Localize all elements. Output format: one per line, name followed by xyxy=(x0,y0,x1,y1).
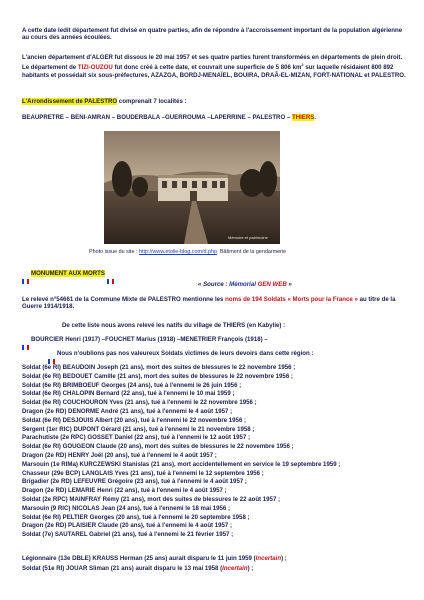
soldat-item: Marsouin (9 RIC) NICOLAS Jean (24 ans), tué à l'ennemi le 18 mai 1956 ; xyxy=(22,504,231,512)
departement-paragraph: L'ancien département d'ALGER fut dissous le 20 mai 1957 et ses quatre parties furent transformées en départements de plein droit. Le département de TIZI-OUZOU fut donc créé à cette date, et couvrait une superficie de 5 806 $km^2$ sur laquelle résidaient 800 892 habitants et possédait six sous-préfectures, AZAZGA, BORDJ-MENAÏEL, BOUIRA, DRAÂ-EL-MIZAN, FORT-NATIONAL et PALESTRO. xyxy=(22,54,406,79)
intro-paragraph: A cette date ledit département fut divisé en quatre parties, afin de répondre à l'accroissement important de la population algérienne au cours des années écoulées. xyxy=(22,27,403,42)
soldat-item: Soldat (7e) SAUTAREL Gabriel (21 ans), tué à l'ennemi le 21 février 1957 ; xyxy=(22,531,234,539)
arrondissement-heading: L'Arrondissement de PALESTRO comprenait 7 localités : xyxy=(22,98,187,105)
soldat-item: Brigadier (2e RD) LEFEUVRE Grégoire (23 ans), tué à l'ennemi le 4 août 1957 ; xyxy=(22,478,247,486)
french-flag-icon xyxy=(22,271,29,276)
french-flag-icon xyxy=(22,337,29,342)
monument-title: MONUMENT AUX MORTS xyxy=(31,270,105,277)
localites-list: BEAUPRETRE – BENI-AMRAN – BOUDERBALA –GUERROUMA –LAPERRINE – PALESTRO – THIERS. xyxy=(22,114,317,121)
oublions-text: Nous n'oublions pas nos valeureux Soldats victimes de leurs devoirs dans cette région : xyxy=(57,350,314,357)
soldat-item: Soldat (6e RI) BEAUDOIN Joseph (21 ans), mort des suites de blessures le 22 novembre 1956 ; xyxy=(22,364,296,371)
natifs-row xyxy=(22,336,268,343)
french-flag-icon xyxy=(48,351,55,356)
source-line: « Source : Mémorial GEN WEB » xyxy=(198,281,292,288)
soldats-list xyxy=(22,364,408,540)
oublions-row xyxy=(48,350,313,357)
monument-heading xyxy=(22,270,116,277)
soldat-item: Dragon (2e RD) DENORME André (21 ans), tué à l'ennemi le 4 août 1957 ; xyxy=(22,407,233,415)
gendarmerie-photo-image xyxy=(104,131,280,244)
soldat-item: Sergent (1er RIC) DUPONT Gérard (21 ans), tué à l'ennemi le 21 novembre 1958 ; xyxy=(22,425,255,433)
soldat-item: Soldat (6e RI) CHALOPIN Bernard (22 ans), tué à l'ennemi le 10 mai 1959 ; xyxy=(22,390,235,398)
soldat-item: Marsouin (1e RIMa) KURCZEWSKI Stanislas (21 ans), mort accidentellement en service le 19 septembre 1959 ; xyxy=(22,460,341,468)
photo-source-link[interactable]: http://www.etoile-blog.com/d.php xyxy=(139,249,217,255)
soldat-item: Chasseur (29e BCP) LANGLAIS Yves (21 ans), tué à l'ennemi le 12 septembre 1956 ; xyxy=(22,469,264,477)
tizi-ouzou-highlight: TIZI-OUZOU xyxy=(77,64,113,72)
releve-paragraph: Le relevé n°54661 de la Commune Mixte de PALESTRO mentionne les noms de 194 Soldats « Morts pour la France » au titre de la Guerre 1914/1918. xyxy=(22,296,396,311)
natifs-title: De cette liste nous avons relevé les natifs du village de THIERS (en Kabylie) : xyxy=(62,322,286,329)
soldat-item: Soldat (6e RI) COUCHOURON Yves (21 ans), tué à l'ennemi le 22 novembre 1956 ; xyxy=(22,399,257,407)
photo-watermark: Mémoire et patrimoine xyxy=(228,235,268,240)
gendarmerie-photo xyxy=(104,131,280,244)
soldat-item: Parachutiste (2e RPC) GOSSET Daniel (22 ans), tué à l'ennemi le 12 août 1957 ; xyxy=(22,434,251,442)
legionnaire-line: Légionnaire (13e DBLE) KRAUSS Herman (25 ans) aurait disparu le 11 juin 1959 (Incertain) ; xyxy=(22,555,287,562)
french-flag-icon xyxy=(107,271,114,276)
soldat-item: Dragon (2e RD) LEMARIE Henri (22 ans), tué à l'ennemi le 4 août 1957 ; xyxy=(22,487,227,495)
soldat-item: Soldat (6e RI) GOUGEON Claude (20 ans), mort des suites de blessures le 22 novembre 1956 ; xyxy=(22,443,294,451)
soldat-last-line: Soldat (51e RI) JOUAR Sliman (21 ans) aurait disparu le 13 mai 1958 (Incertain) ; xyxy=(22,565,254,572)
soldat-item: Soldat (6e RI) BRIMBOEUF Georges (24 ans), tué à l'ennemi le 26 juin 1956 ; xyxy=(22,381,242,389)
soldat-item: Dragon (2e RD) HENRY Joël (20 ans), tué à l'ennemi le 4 août 1957 ; xyxy=(22,451,217,459)
soldat-item: Soldat (6e RI) DESJOUIS Albert (20 ans), tué à l'ennemi le 22 novembre 1956 ; xyxy=(22,416,247,424)
soldat-item: Soldat (6e RI) BEDOUET Camille (21 ans), mort des suites de blessures le 22 novembre 1956 ; xyxy=(22,372,293,380)
thiers-highlight: THIERS xyxy=(291,114,315,121)
natifs-names: BOURCIER Henri (1917) –FOUCHET Marius (1918) –MENETRIER François (1918) – xyxy=(31,336,268,343)
soldat-item: Soldat (6e RI) PELTIER Georges (20 ans), tué à l'ennemi le 20 septembre 1958 ; xyxy=(22,513,250,521)
soldat-item: Dragon (2e RD) PLAISIER Claude (20 ans), tué à l'ennemi le 4 août 1957 ; xyxy=(22,522,233,530)
photo-caption: Photo issue du site : http://www.etoile-blog.com/d.php Bâtiment de la gendarmerie xyxy=(89,249,287,255)
soldat-item: Soldat (2e RPC) MAINFRAY Rémy (21 ans), mort des suites de blessures le 22 août 1957 ; xyxy=(22,495,281,503)
